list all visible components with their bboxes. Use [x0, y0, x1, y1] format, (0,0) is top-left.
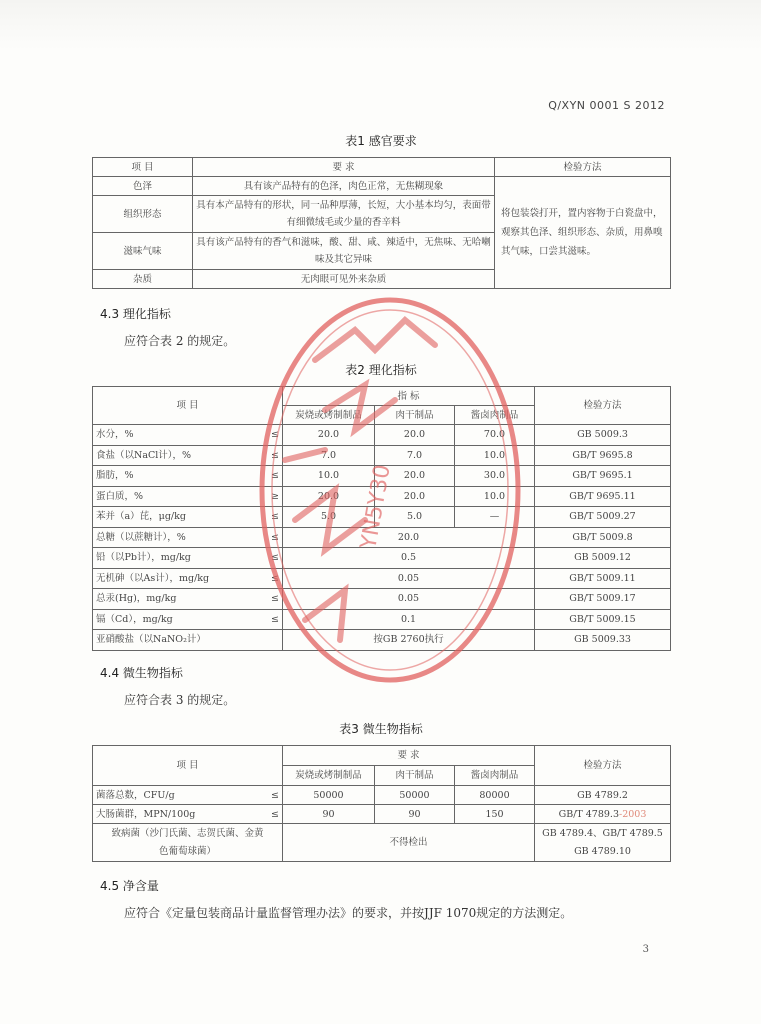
comparison-symbol: ≤ — [271, 511, 279, 523]
table1-header-req: 要 求 — [193, 158, 495, 177]
table3-method: GB 4789.2 — [535, 786, 671, 805]
table2-value: 70.0 — [455, 425, 535, 446]
table3-value: 90 — [375, 805, 455, 824]
item-label: 食盐（以NaCl计），% — [96, 449, 192, 461]
table-row — [93, 630, 671, 651]
table2-subhead: 酱卤肉制品 — [455, 406, 535, 425]
comparison-symbol: ≤ — [271, 449, 279, 461]
table2-header-index: 指 标 — [283, 387, 535, 406]
table2-subhead: 炭烧或烤制制品 — [283, 406, 375, 425]
table2-subhead: 肉干制品 — [375, 406, 455, 425]
table3-method — [535, 805, 671, 824]
table3-subhead: 肉干制品 — [375, 766, 455, 786]
method-line2: GB 4789.10 — [574, 845, 631, 857]
table2-value: 7.0 — [283, 445, 375, 466]
table-row — [93, 177, 671, 196]
comparison-symbol: ≤ — [271, 808, 279, 820]
table-row — [93, 548, 671, 569]
item-label-line2: 色葡萄球菌） — [158, 845, 216, 857]
table2-value: 按GB 2760执行 — [283, 630, 535, 651]
table2-method: GB/T 9695.11 — [535, 486, 671, 507]
table2-item — [93, 609, 283, 630]
table2-item — [93, 507, 283, 528]
standard-number: Q/XYN 0001 S 2012 — [548, 99, 665, 112]
item-label: 无机砷（以As计），mg/kg — [96, 572, 210, 584]
comparison-symbol: ≤ — [271, 572, 279, 584]
table2-value: 7.0 — [375, 445, 455, 466]
comparison-symbol: ≤ — [271, 552, 279, 564]
comparison-symbol: ≤ — [271, 789, 279, 801]
table-row — [93, 425, 671, 446]
item-label: 苯并（a）芘，μg/kg — [96, 511, 186, 523]
table-row — [93, 527, 671, 548]
table-row — [93, 609, 671, 630]
table-row — [93, 568, 671, 589]
table2-method: GB 5009.33 — [535, 630, 671, 651]
table-row — [93, 486, 671, 507]
item-label: 铅（以Pb计），mg/kg — [96, 552, 191, 564]
table1-req: 具有该产品特有的香气和滋味，酸、甜、咸、辣适中，无焦味、无哈喇味及其它异味 — [193, 233, 495, 270]
item-label: 镉（Cd），mg/kg — [96, 613, 173, 625]
table1-method: 将包装袋打开，置内容物于白瓷盘中，观察其色泽、组织形态、杂质，用鼻嗅其气味，口尝其滋味。 — [495, 177, 671, 289]
table2-value: 20.0 — [375, 486, 455, 507]
table2-item — [93, 445, 283, 466]
table2-value: 0.1 — [283, 609, 535, 630]
table2-value: 10.0 — [455, 486, 535, 507]
table2-item — [93, 425, 283, 446]
section-4-3-heading: 4.3 理化指标 — [100, 307, 171, 321]
comparison-symbol: ≤ — [271, 531, 279, 543]
table3-value: 50000 — [375, 786, 455, 805]
table2-item — [93, 527, 283, 548]
comparison-symbol: ≤ — [271, 429, 279, 441]
table2-method: GB/T 5009.15 — [535, 609, 671, 630]
item-label: 脂肪，% — [96, 470, 134, 482]
table2-value: 20.0 — [283, 527, 535, 548]
item-label-line1: 致病菌（沙门氏菌、志贺氏菌、金黄 — [111, 827, 264, 839]
table2-method: GB/T 9695.1 — [535, 466, 671, 487]
table3-method — [535, 824, 671, 862]
table2 — [92, 386, 671, 651]
table2-item — [93, 630, 283, 651]
table3-item — [93, 824, 283, 862]
table-row — [93, 589, 671, 610]
table2-method: GB/T 9695.8 — [535, 445, 671, 466]
table2-value: 5.0 — [375, 507, 455, 528]
section-4-5-heading: 4.5 净含量 — [100, 879, 159, 893]
table1-item: 滋味气味 — [93, 233, 193, 270]
table3-header-method: 检验方法 — [535, 746, 671, 786]
table1-req: 无肉眼可见外来杂质 — [193, 270, 495, 289]
table3-value: 80000 — [455, 786, 535, 805]
method-red-annotation: -2003 — [619, 808, 647, 820]
table2-value: 20.0 — [375, 466, 455, 487]
page-number: 3 — [642, 944, 649, 955]
table2-item — [93, 548, 283, 569]
item-label: 总糖（以蔗糖计），% — [96, 531, 186, 543]
table-row — [93, 824, 671, 862]
table2-value: 20.0 — [375, 425, 455, 446]
table1-header-method: 检验方法 — [495, 158, 671, 177]
table2-method: GB 5009.3 — [535, 425, 671, 446]
table2-value: 10.0 — [283, 466, 375, 487]
table2-method: GB/T 5009.17 — [535, 589, 671, 610]
table-row — [93, 466, 671, 487]
table1-item: 色泽 — [93, 177, 193, 196]
table3-item — [93, 786, 283, 805]
table3-value: 不得检出 — [283, 824, 535, 862]
table-row — [93, 786, 671, 805]
table2-value: — — [455, 507, 535, 528]
table2-caption: 表2 理化指标 — [345, 363, 417, 377]
section-4-5-text: 应符合《定量包装商品计量监督管理办法》的要求，并按JJF 1070规定的方法测定。 — [124, 906, 573, 920]
seal-text: YN5Y30 — [356, 462, 396, 552]
table2-item — [93, 486, 283, 507]
table2-method: GB/T 5009.27 — [535, 507, 671, 528]
table3-header-item: 项 目 — [93, 746, 283, 786]
table2-value: 30.0 — [455, 466, 535, 487]
table2-value: 0.05 — [283, 589, 535, 610]
table2-value: 0.05 — [283, 568, 535, 589]
table3-value: 50000 — [283, 786, 375, 805]
comparison-symbol: ≥ — [271, 490, 279, 502]
section-4-4-text: 应符合表 3 的规定。 — [124, 693, 236, 707]
comparison-symbol: ≤ — [271, 593, 279, 605]
table2-value: 5.0 — [283, 507, 375, 528]
comparison-symbol: ≤ — [271, 613, 279, 625]
table2-value: 10.0 — [455, 445, 535, 466]
item-label: 水分，% — [96, 429, 134, 441]
table1-req: 具有本产品特有的形状，同一品种厚薄，长短，大小基本均匀，表面带有细微绒毛或少量的香辛料 — [193, 196, 495, 233]
table2-value: 20.0 — [283, 425, 375, 446]
table2-value: 0.5 — [283, 548, 535, 569]
method-line1: GB 4789.4、GB/T 4789.5 — [542, 827, 663, 839]
table1-header-item: 项 目 — [93, 158, 193, 177]
table1-req: 具有该产品特有的色泽，肉色正常，无焦糊现象 — [193, 177, 495, 196]
table2-value: 20.0 — [283, 486, 375, 507]
table3-caption: 表3 微生物指标 — [339, 722, 423, 736]
table3-header-req: 要 求 — [283, 746, 535, 766]
item-label: 总汞(Hg)，mg/kg — [96, 593, 177, 605]
table2-method: GB 5009.12 — [535, 548, 671, 569]
table2-item — [93, 466, 283, 487]
table3-header-row — [93, 746, 671, 766]
table3-value: 150 — [455, 805, 535, 824]
table2-item — [93, 568, 283, 589]
table3-subhead: 炭烧或烤制制品 — [283, 766, 375, 786]
comparison-symbol: ≤ — [271, 470, 279, 482]
item-label: 菌落总数，CFU/g — [96, 789, 175, 801]
table2-method: GB/T 5009.11 — [535, 568, 671, 589]
table-row — [93, 805, 671, 824]
table1-caption: 表1 感官要求 — [345, 134, 417, 148]
table1-item: 杂质 — [93, 270, 193, 289]
table2-header-row — [93, 387, 671, 406]
section-4-3-text: 应符合表 2 的规定。 — [124, 334, 236, 348]
table2-header-method: 检验方法 — [535, 387, 671, 425]
method-text: GB/T 4789.3 — [558, 808, 619, 820]
table1 — [92, 157, 671, 289]
table3-value: 90 — [283, 805, 375, 824]
section-4-4-heading: 4.4 微生物指标 — [100, 666, 183, 680]
item-label: 大肠菌群，MPN/100g — [96, 808, 196, 820]
table-row — [93, 507, 671, 528]
table-row — [93, 445, 671, 466]
table2-header-item: 项 目 — [93, 387, 283, 425]
table2-method: GB/T 5009.8 — [535, 527, 671, 548]
table3-item — [93, 805, 283, 824]
item-label: 蛋白质，% — [96, 490, 144, 502]
table1-item: 组织形态 — [93, 196, 193, 233]
table3-subhead: 酱卤肉制品 — [455, 766, 535, 786]
table1-header-row — [93, 158, 671, 177]
item-label: 亚硝酸盐（以NaNO₂计） — [96, 634, 206, 646]
table3 — [92, 745, 671, 862]
scan-shadow — [0, 0, 761, 50]
table2-item — [93, 589, 283, 610]
